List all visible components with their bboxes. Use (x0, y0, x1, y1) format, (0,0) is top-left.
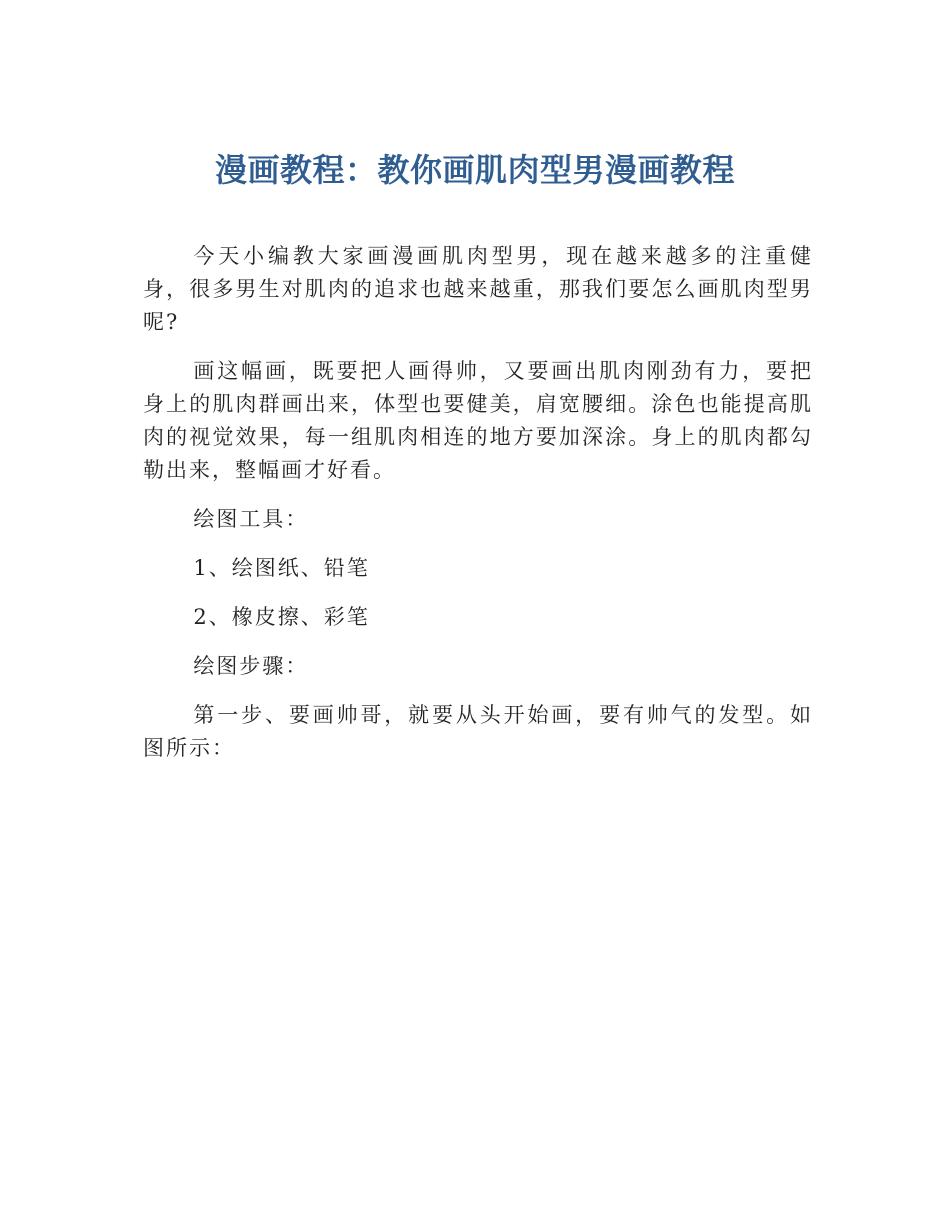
document-body (143, 240, 813, 781)
paragraph-intro: 今天小编教大家画漫画肌肉型男，现在越来越多的注重健身，很多男生对肌肉的追求也越来越重，那我们要怎么画肌肉型男呢? (143, 244, 813, 334)
paragraph-steps-heading: 绘图步骤： (193, 654, 309, 678)
paragraph-description: 画这幅画，既要把人画得帅，又要画出肌肉刚劲有力，要把身上的肌肉群画出来，体型也要健美，肩宽腰细。涂色也能提高肌肉的视觉效果，每一组肌肉相连的地方要加深涂。身上的肌肉都勾勒出来，整幅画才好看。 (143, 359, 813, 482)
paragraph-tools-item-1: 1、绘图纸、铅笔 (193, 556, 370, 580)
paragraph-tools-item-2: 2、橡皮擦、彩笔 (193, 605, 370, 629)
paragraph-step-1: 第一步、要画帅哥，就要从头开始画，要有帅气的发型。如图所示： (143, 703, 813, 760)
paragraph-tools-heading: 绘图工具： (193, 507, 309, 531)
document-title: 漫画教程：教你画肌肉型男漫画教程 (214, 151, 735, 189)
